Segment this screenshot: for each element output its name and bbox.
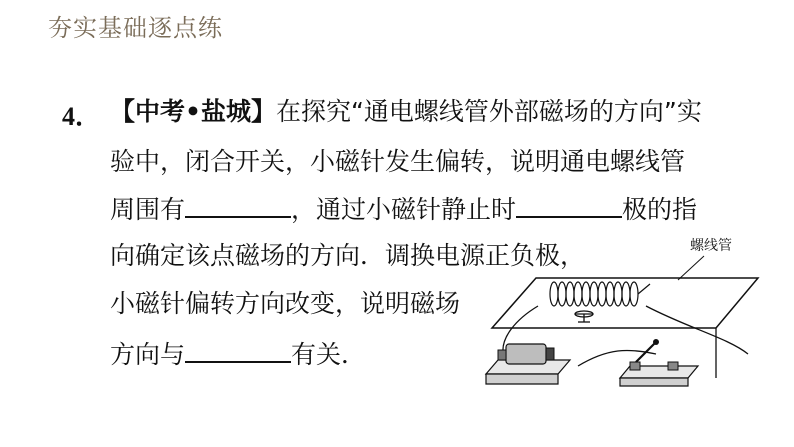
label-leader-line bbox=[678, 256, 704, 280]
question-line-1 bbox=[110, 96, 702, 128]
magnetic-needle bbox=[575, 311, 593, 322]
question-source: 【中考•盐城】 bbox=[110, 97, 276, 126]
question-line-3 bbox=[110, 192, 697, 226]
line-6-part-b: 有关． bbox=[291, 340, 367, 369]
switch-icon bbox=[620, 339, 698, 386]
answer-blank-1[interactable] bbox=[185, 192, 291, 218]
line-3-part-b: ，通过小磁针静止时 bbox=[291, 195, 517, 224]
answer-blank-2[interactable] bbox=[516, 192, 622, 218]
solenoid-experiment-diagram bbox=[478, 228, 768, 398]
line-3-part-c: 极的指 bbox=[622, 195, 698, 224]
question-line-1-text: 在探究“通电螺线管外部磁场的方向”实 bbox=[275, 97, 702, 126]
line-3-part-a: 周围有 bbox=[110, 195, 186, 224]
question-line-2: 验中，闭合开关，小磁针发生偏转，说明通电螺线管 bbox=[110, 147, 686, 176]
question-line-6 bbox=[110, 337, 366, 371]
line-6-part-a: 方向与 bbox=[110, 340, 186, 369]
solenoid-label: 螺线管 bbox=[690, 238, 732, 254]
cardboard-plane bbox=[492, 278, 758, 328]
page-header: 夯实基础逐点练 bbox=[48, 14, 223, 42]
answer-blank-3[interactable] bbox=[185, 337, 291, 363]
question-line-4: 向确定该点磁场的方向．调换电源正负极， bbox=[110, 241, 586, 270]
question-number: 4． bbox=[62, 102, 102, 131]
battery-icon bbox=[486, 344, 570, 384]
question-line-5: 小磁针偏转方向改变，说明磁场 bbox=[110, 289, 461, 318]
solenoid-coil bbox=[550, 282, 650, 306]
